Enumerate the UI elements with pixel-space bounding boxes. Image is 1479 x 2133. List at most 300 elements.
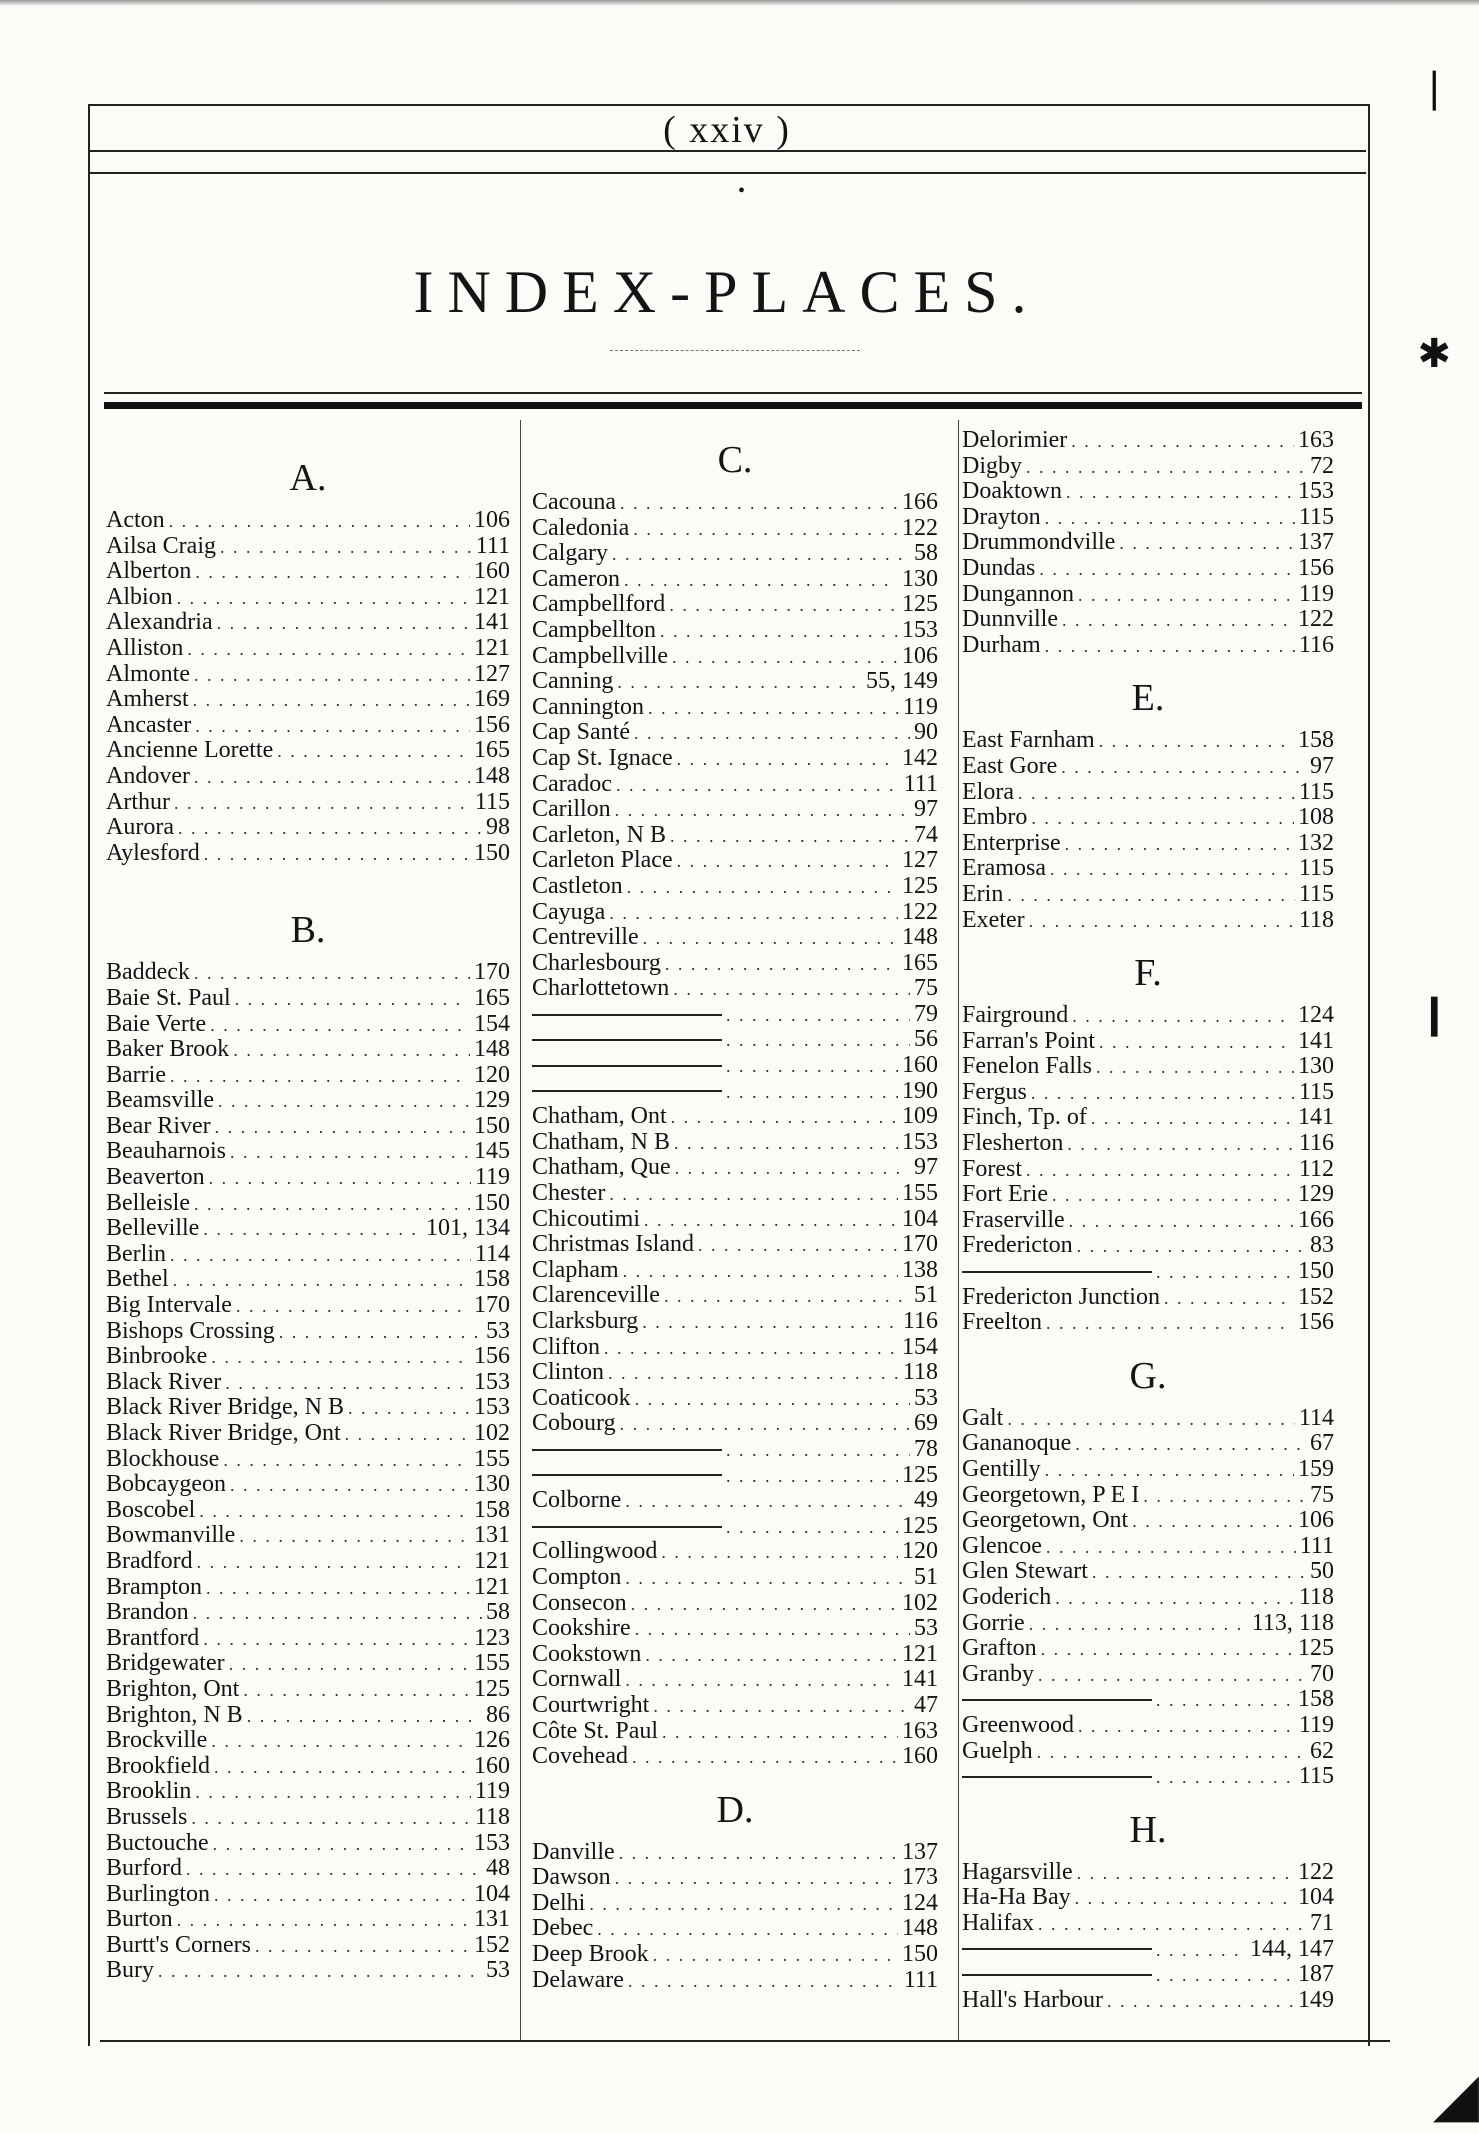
index-entry — [532, 1642, 938, 1668]
entry-place-name: Black River Bridge, Ont — [106, 1420, 341, 1446]
entry-page-number: 125 — [474, 1675, 510, 1702]
entry-page-number: 109 — [902, 1103, 938, 1130]
index-entry — [532, 1053, 938, 1079]
index-entry — [106, 764, 510, 790]
index-entry — [106, 1958, 510, 1984]
entry-place-name: Carillon — [532, 796, 611, 823]
index-entry — [532, 1155, 938, 1181]
entry-page-number: 137 — [902, 1838, 938, 1865]
entry-place-name: Danville — [532, 1838, 615, 1865]
entry-page-number: 115 — [1298, 778, 1334, 805]
leader-dots — [223, 1448, 470, 1474]
index-entry — [532, 1591, 938, 1617]
entry-page-number: 148 — [474, 762, 510, 789]
entry-page-number: 132 — [1298, 829, 1334, 856]
entry-page-number: 104 — [474, 1880, 510, 1907]
entry-page-number: 78 — [914, 1435, 938, 1462]
index-entry — [106, 738, 510, 764]
entry-place-name: Debec — [532, 1915, 594, 1942]
entry-place-name — [962, 1974, 1152, 1976]
leader-dots — [1107, 1989, 1294, 2015]
entry-place-name: Burlington — [106, 1880, 211, 1907]
column-divider-2 — [958, 420, 959, 2040]
entry-place-name: Baker Brook — [106, 1036, 230, 1063]
entry-place-name: Dundas — [962, 554, 1036, 581]
entry-place-name: Ancaster — [106, 711, 192, 738]
leader-dots — [616, 773, 900, 799]
entry-place-name — [962, 1948, 1152, 1950]
entry-page-number: 116 — [1298, 631, 1334, 658]
leader-dots — [726, 1080, 898, 1106]
entry-place-name: Côte St. Paul — [532, 1717, 659, 1744]
index-entry — [106, 1626, 510, 1652]
entry-place-name: Clapham — [532, 1256, 619, 1283]
section-spacer — [962, 1790, 1334, 1800]
leader-dots — [1099, 1030, 1294, 1056]
leader-dots — [279, 1320, 482, 1346]
entry-place-name: Bowmanville — [106, 1522, 236, 1549]
index-entry — [532, 951, 938, 977]
index-entry — [532, 1104, 938, 1130]
entry-page-number: 145 — [474, 1138, 510, 1165]
index-column-2 — [532, 430, 938, 1993]
section-letter-a: A. — [289, 457, 327, 499]
index-entry — [532, 772, 938, 798]
index-entry — [962, 1080, 1334, 1106]
leader-dots — [674, 1131, 898, 1157]
leader-dots — [673, 977, 910, 1003]
entry-page-number: 119 — [1298, 580, 1334, 607]
leader-dots — [194, 663, 470, 689]
leader-dots — [609, 1182, 898, 1208]
entry-place-name: Beauharnois — [106, 1138, 226, 1165]
entry-page-number: 118 — [902, 1359, 938, 1386]
entry-page-number: 121 — [902, 1640, 938, 1667]
entry-page-number: 119 — [474, 1778, 510, 1805]
entry-place-name: Beaverton — [106, 1164, 205, 1191]
entry-place-name: Cap Santé — [532, 719, 630, 746]
index-entry — [962, 1457, 1334, 1483]
entry-page-number: 119 — [474, 1164, 510, 1191]
entry-page-number: 125 — [1298, 1635, 1334, 1662]
entry-page-number: 158 — [1298, 1686, 1334, 1713]
entry-page-number: 70 — [1310, 1660, 1334, 1687]
section-letter-f: F. — [1134, 952, 1162, 995]
entry-page-number: 115 — [474, 788, 510, 815]
entry-page-number: 62 — [1310, 1737, 1334, 1764]
index-entry — [532, 1411, 938, 1437]
index-entry — [532, 516, 938, 542]
leader-dots — [217, 611, 470, 637]
leader-dots — [277, 739, 470, 765]
leader-dots — [194, 961, 470, 987]
leader-dots — [670, 824, 910, 850]
leader-dots — [1132, 1509, 1294, 1535]
entry-place-name — [962, 1699, 1152, 1701]
entry-place-name: Digby — [962, 452, 1022, 479]
index-entry — [106, 790, 510, 816]
entry-page-number: 125 — [902, 872, 938, 899]
leader-dots — [255, 1934, 470, 1960]
entry-place-name: Cobourg — [532, 1410, 616, 1437]
leader-dots — [1031, 1081, 1295, 1107]
entry-page-number: 104 — [902, 1205, 938, 1232]
entry-page-number: 154 — [902, 1333, 938, 1360]
entry-page-number: 121 — [474, 1547, 510, 1574]
leader-dots — [193, 688, 470, 714]
entry-page-number: 158 — [1298, 727, 1334, 754]
leader-dots — [633, 517, 898, 543]
entry-page-number: 153 — [474, 1829, 510, 1856]
index-entry — [532, 695, 938, 721]
entry-page-number: 160 — [902, 1743, 938, 1770]
section-spacer — [532, 1770, 938, 1780]
column-divider-1 — [520, 420, 521, 2040]
entry-page-number: 153 — [474, 1394, 510, 1421]
leader-dots — [173, 1268, 470, 1294]
entry-page-number: 165 — [474, 984, 510, 1011]
index-entry — [106, 1344, 510, 1370]
entry-page-number: 127 — [902, 847, 938, 874]
index-entry — [962, 479, 1334, 505]
entry-page-number: 165 — [902, 949, 938, 976]
entry-page-number: 155 — [902, 1180, 938, 1207]
entry-place-name: Burtt's Corners — [106, 1931, 251, 1958]
entry-page-number: 106 — [1298, 1507, 1334, 1534]
index-entry — [106, 1472, 510, 1498]
leader-dots — [225, 1371, 470, 1397]
entry-place-name: Cornwall — [532, 1666, 622, 1693]
entry-place-name: Campbellford — [532, 591, 666, 618]
leader-dots — [628, 1969, 900, 1995]
entry-page-number: 75 — [914, 975, 938, 1002]
entry-place-name: Centreville — [532, 924, 639, 951]
index-entry — [962, 908, 1334, 934]
leader-dots — [644, 1208, 898, 1234]
entry-page-number: 75 — [1310, 1481, 1334, 1508]
entry-page-number: 115 — [1298, 503, 1334, 530]
entry-page-number: 131 — [474, 1522, 510, 1549]
entry-page-number: 170 — [474, 1292, 510, 1319]
header-rule-2 — [88, 172, 1366, 174]
entry-page-number: 115 — [1298, 1763, 1334, 1790]
entry-place-name: Brampton — [106, 1573, 202, 1600]
entry-place-name: Canning — [532, 668, 614, 695]
index-entry — [532, 1968, 938, 1994]
index-entry — [962, 1105, 1334, 1131]
leader-dots — [1062, 608, 1294, 634]
entry-page-number: 115 — [1298, 880, 1334, 907]
index-entry — [532, 1335, 938, 1361]
leader-dots — [1038, 1663, 1306, 1689]
index-entry — [106, 815, 510, 841]
entry-page-number: 153 — [474, 1368, 510, 1395]
index-entry — [532, 1027, 938, 1053]
entry-place-name: Eramosa — [962, 855, 1046, 882]
entry-page-number: 138 — [902, 1256, 938, 1283]
leader-dots — [348, 1396, 470, 1422]
index-entry — [106, 1779, 510, 1805]
index-entry — [962, 428, 1334, 454]
leader-dots — [204, 842, 470, 868]
index-entry — [962, 1911, 1334, 1937]
entry-place-name: Almonte — [106, 660, 190, 687]
entry-place-name — [532, 1449, 722, 1451]
index-entry — [106, 1549, 510, 1575]
leader-dots — [195, 714, 470, 740]
leader-dots — [345, 1422, 470, 1448]
entry-place-name: Gorrie — [962, 1609, 1025, 1636]
frame-bottom-rule — [100, 2040, 1390, 2042]
entry-place-name: Fairground — [962, 1002, 1069, 1029]
title-rule-thick — [104, 402, 1362, 409]
leader-dots — [643, 926, 898, 952]
entry-place-name — [532, 1090, 722, 1092]
entry-place-name: Granby — [962, 1660, 1034, 1687]
leader-dots — [1037, 1740, 1306, 1766]
entry-page-number: 116 — [902, 1308, 938, 1334]
leader-dots — [170, 1243, 471, 1269]
leader-dots — [597, 1917, 898, 1943]
leader-dots — [203, 1627, 470, 1653]
leader-dots — [1052, 1183, 1294, 1209]
leader-dots — [191, 1806, 471, 1832]
leader-dots — [214, 1883, 470, 1909]
leader-dots — [210, 1013, 470, 1039]
entry-page-number: 83 — [1310, 1232, 1334, 1259]
index-entry — [962, 780, 1334, 806]
index-entry — [106, 713, 510, 739]
entry-place-name: Georgetown, Ont — [962, 1507, 1129, 1534]
entry-page-number: 130 — [1298, 1053, 1334, 1080]
leader-dots — [635, 1617, 910, 1643]
entry-place-name: Dawson — [532, 1864, 611, 1891]
entry-place-name: Drummondville — [962, 529, 1116, 556]
entry-page-number: 158 — [474, 1496, 510, 1523]
entry-page-number: 90 — [914, 719, 938, 746]
leader-dots — [726, 1003, 910, 1029]
entry-page-number: 113, 118 — [1251, 1609, 1334, 1636]
entry-page-number: 53 — [914, 1384, 938, 1411]
entry-place-name: Chatham, Ont — [532, 1103, 667, 1130]
entry-place-name: Burton — [106, 1906, 173, 1933]
entry-place-name: East Farnham — [962, 727, 1095, 754]
entry-page-number: 156 — [474, 1343, 510, 1370]
leader-dots — [726, 1054, 898, 1080]
entry-page-number: 160 — [474, 1752, 510, 1779]
entry-place-name: Courtwright — [532, 1691, 650, 1718]
index-entry — [106, 1216, 510, 1242]
entry-place-name: Caradoc — [532, 770, 612, 797]
entry-place-name: Brantford — [106, 1624, 200, 1651]
entry-page-number: 74 — [914, 821, 938, 848]
entry-place-name: Ha-Ha Bay — [962, 1884, 1071, 1911]
index-entry — [962, 1585, 1334, 1611]
index-entry — [532, 669, 938, 695]
index-entry — [532, 1840, 938, 1866]
entry-page-number: 150 — [474, 839, 510, 866]
entry-page-number: 153 — [1298, 478, 1334, 505]
entry-page-number: 152 — [474, 1931, 510, 1958]
index-entry — [106, 1267, 510, 1293]
index-entry — [532, 976, 938, 1002]
leader-dots — [726, 1515, 898, 1541]
index-entry — [532, 644, 938, 670]
entry-page-number: 51 — [914, 1563, 938, 1590]
leader-dots — [170, 1064, 470, 1090]
entry-place-name: Chatham, Que — [532, 1154, 671, 1181]
index-entry — [532, 1309, 938, 1335]
index-entry — [962, 633, 1334, 659]
entry-page-number: 58 — [914, 540, 938, 567]
entry-place-name: Glen Stewart — [962, 1558, 1088, 1585]
section-letter-c: C. — [717, 439, 753, 481]
entry-page-number: 69 — [914, 1410, 938, 1437]
leader-dots — [230, 1473, 470, 1499]
margin-mark-1: ❘ — [1417, 65, 1451, 110]
index-entry — [106, 1319, 510, 1345]
entry-page-number: 118 — [1298, 906, 1334, 933]
entry-page-number: 173 — [902, 1864, 938, 1891]
leader-dots — [1045, 1458, 1294, 1484]
entry-place-name: Coaticook — [532, 1384, 631, 1411]
leader-dots — [214, 1755, 470, 1781]
index-entry — [106, 1139, 510, 1165]
entry-place-name: Colborne — [532, 1487, 622, 1514]
entry-page-number: 48 — [486, 1855, 510, 1882]
entry-place-name: Hagarsville — [962, 1858, 1073, 1885]
index-entry — [532, 1539, 938, 1565]
leader-dots — [206, 1576, 470, 1602]
leader-dots — [247, 1704, 482, 1730]
entry-place-name: Enterprise — [962, 829, 1061, 856]
index-entry — [532, 1283, 938, 1309]
entry-page-number: 190 — [902, 1077, 938, 1104]
index-entry — [962, 1406, 1334, 1432]
entry-place-name: Grafton — [962, 1635, 1037, 1662]
index-entry — [962, 1259, 1334, 1285]
margin-mark-4: ◢ — [1432, 2062, 1479, 2128]
entry-place-name: Bridgewater — [106, 1650, 225, 1677]
entry-page-number: 156 — [474, 711, 510, 738]
entry-place-name: Cayuga — [532, 898, 606, 925]
leader-dots — [1119, 531, 1294, 557]
leader-dots — [1018, 781, 1295, 807]
entry-page-number: 106 — [902, 642, 938, 669]
leader-dots — [211, 1345, 470, 1371]
leader-dots — [1045, 634, 1295, 660]
leader-dots — [229, 1652, 470, 1678]
leader-dots — [178, 816, 482, 842]
entry-page-number: 148 — [902, 924, 938, 951]
entry-page-number: 130 — [474, 1471, 510, 1498]
entry-page-number: 153 — [902, 616, 938, 643]
index-entry — [962, 754, 1334, 780]
entry-page-number: 187 — [1298, 1961, 1334, 1988]
section-letter-d: D. — [716, 1788, 754, 1831]
entry-page-number: 124 — [902, 1889, 938, 1916]
leader-dots — [698, 1233, 898, 1259]
index-entry — [106, 1856, 510, 1882]
entry-page-number: 115 — [1298, 855, 1334, 882]
margin-mark-3: ❙ — [1417, 991, 1451, 1036]
entry-page-number: 125 — [902, 1512, 938, 1539]
entry-place-name: Dunnville — [962, 606, 1058, 633]
entry-page-number: 72 — [1310, 452, 1334, 479]
index-entry — [106, 1370, 510, 1396]
entry-place-name: Cookshire — [532, 1615, 631, 1642]
index-entry — [962, 728, 1334, 754]
entry-page-number: 127 — [474, 660, 510, 687]
entry-place-name: Chicoutimi — [532, 1205, 640, 1232]
entry-place-name: Bury — [106, 1957, 154, 1984]
entry-page-number: 118 — [1298, 1583, 1334, 1610]
entry-page-number: 141 — [902, 1666, 938, 1693]
leader-dots — [209, 1166, 471, 1192]
entry-page-number: 163 — [902, 1717, 938, 1744]
index-entry — [532, 1693, 938, 1719]
entry-place-name: Chatham, N B — [532, 1128, 670, 1155]
index-entry — [532, 567, 938, 593]
index-entry — [532, 1565, 938, 1591]
index-entry — [106, 1805, 510, 1831]
index-entry — [532, 1130, 938, 1156]
index-entry — [962, 1029, 1334, 1055]
entry-page-number: 58 — [486, 1599, 510, 1626]
leader-dots — [215, 1115, 470, 1141]
entry-place-name: Dungannon — [962, 580, 1074, 607]
page-title: INDEX-PLACES. — [413, 259, 1041, 325]
entry-page-number: 106 — [474, 507, 510, 533]
leader-dots — [211, 1729, 470, 1755]
section-spacer — [962, 933, 1334, 943]
entry-page-number: 118 — [474, 1803, 510, 1830]
entry-place-name: Farran's Point — [962, 1027, 1095, 1054]
index-entry — [962, 1285, 1334, 1311]
entry-page-number: 56 — [914, 1026, 938, 1053]
index-entry — [106, 636, 510, 662]
leader-dots — [158, 1959, 482, 1985]
leader-dots — [195, 560, 470, 586]
index-entry — [532, 1719, 938, 1745]
entry-place-name: Delaware — [532, 1966, 624, 1993]
leader-dots — [589, 1892, 898, 1918]
entry-page-number: 159 — [1298, 1456, 1334, 1482]
index-entry — [532, 1488, 938, 1514]
entry-place-name: Freelton — [962, 1309, 1042, 1336]
leader-dots — [236, 1294, 470, 1320]
index-entry — [532, 1916, 938, 1942]
index-entry — [532, 1514, 938, 1540]
leader-dots — [608, 1361, 899, 1387]
index-entry — [962, 1636, 1334, 1662]
entry-page-number: 130 — [902, 565, 938, 592]
entry-place-name: Deep Brook — [532, 1941, 649, 1968]
entry-page-number: 50 — [1310, 1558, 1334, 1585]
entry-page-number: 141 — [474, 609, 510, 636]
entry-place-name: Cameron — [532, 565, 620, 592]
entry-place-name: Bishops Crossing — [106, 1317, 275, 1344]
entry-place-name: Flesherton — [962, 1130, 1064, 1157]
entry-place-name: Andover — [106, 762, 190, 789]
index-entry — [962, 1739, 1334, 1765]
entry-place-name: Black River — [106, 1368, 222, 1395]
leader-dots — [1091, 1106, 1294, 1132]
entry-page-number: 111 — [475, 532, 510, 559]
entry-place-name: Bobcaygeon — [106, 1471, 226, 1498]
leader-dots — [1077, 1234, 1306, 1260]
entry-place-name — [532, 1014, 722, 1016]
